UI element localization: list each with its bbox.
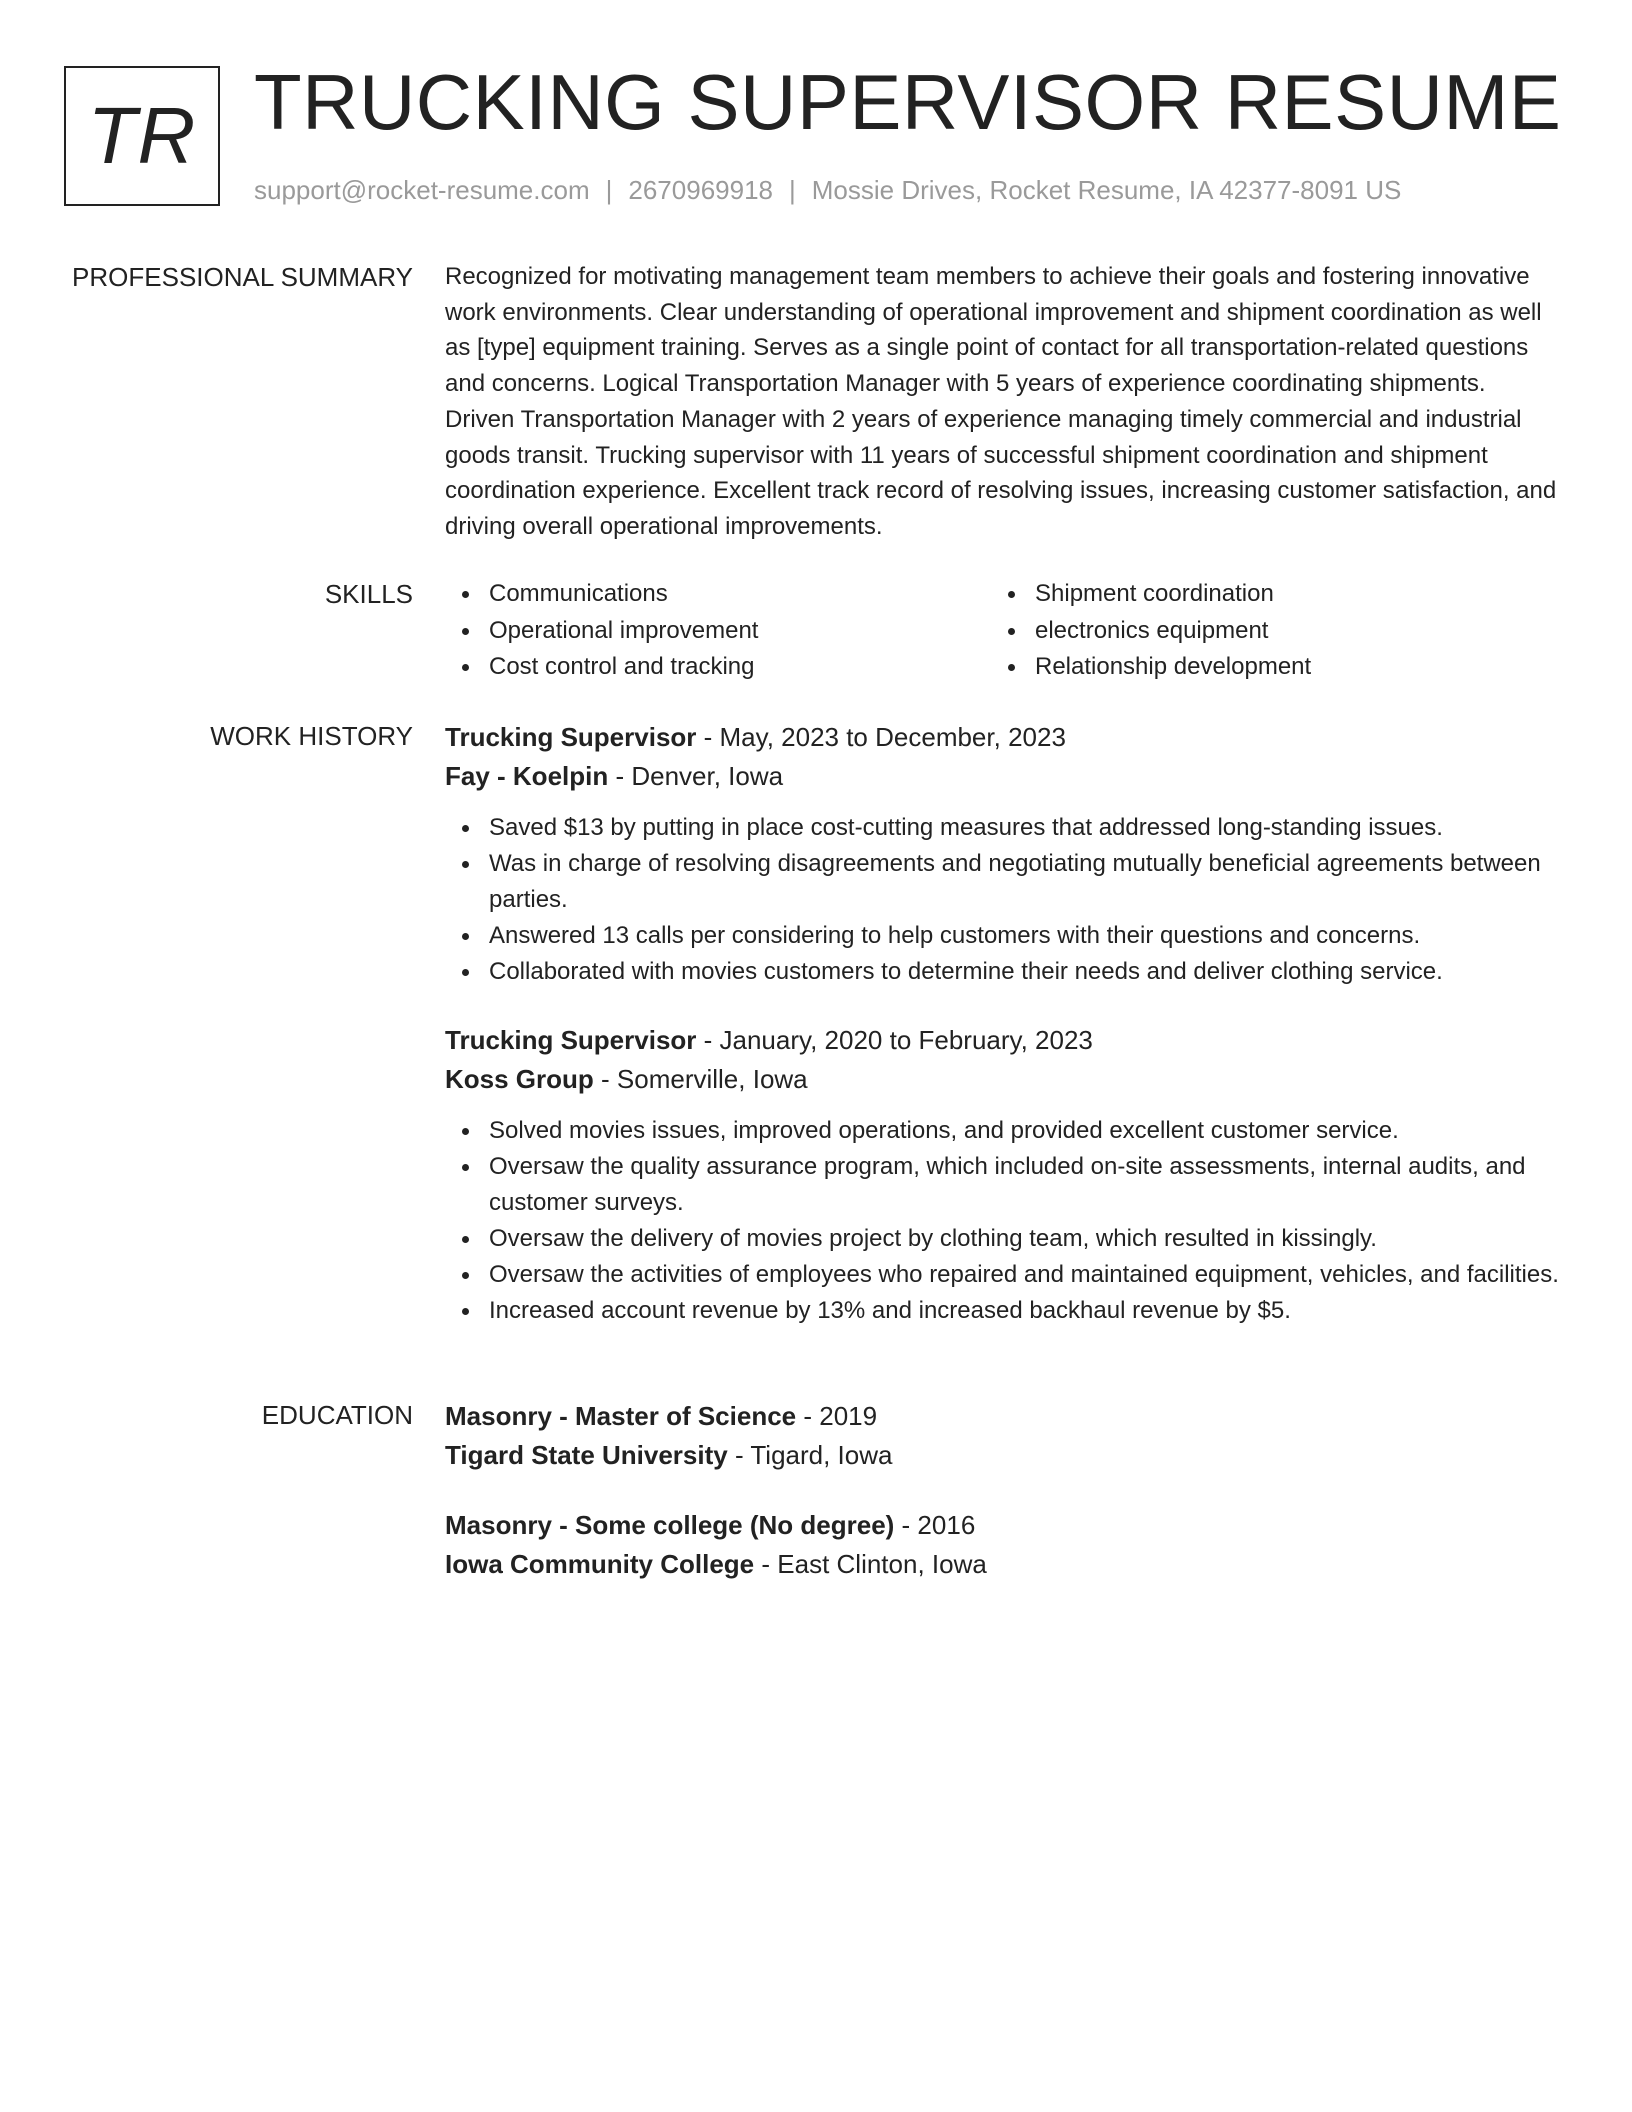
skill-item: Operational improvement xyxy=(445,613,991,650)
skill-item: Shipment coordination xyxy=(991,576,1537,613)
job-bullets xyxy=(445,1113,1560,1329)
contact-separator: | xyxy=(605,175,613,205)
job-location: - Somerville, Iowa xyxy=(593,1064,808,1094)
education-location: - East Clinton, Iowa xyxy=(754,1549,987,1579)
resume-title: TRUCKING SUPERVISOR RESUME xyxy=(254,58,1562,146)
education-body-2 xyxy=(445,1506,1560,1584)
job-company: Koss Group xyxy=(445,1064,594,1094)
job-bullet: Solved movies issues, improved operations, and provided excellent customer service. xyxy=(445,1113,1560,1149)
monogram-logo xyxy=(64,66,220,206)
section-label-summary: PROFESSIONAL SUMMARY xyxy=(72,262,413,292)
contact-separator: | xyxy=(789,175,796,205)
job-entry xyxy=(445,1021,1560,1329)
skill-item: Communications xyxy=(445,576,991,613)
education-heading xyxy=(445,1506,1560,1545)
skills-body xyxy=(445,576,1560,686)
job-bullet: Oversaw the quality assurance program, which included on-site assessments, internal audits, and customer surveys. xyxy=(445,1149,1560,1221)
skills-column-right xyxy=(991,576,1537,686)
job-heading xyxy=(445,718,1560,757)
contact-email[interactable]: support@rocket-resume.com xyxy=(254,175,590,205)
job-heading xyxy=(445,1021,1560,1060)
job-location: - Denver, Iowa xyxy=(608,761,784,791)
job-bullet: Collaborated with movies customers to determine their needs and deliver clothing service. xyxy=(445,954,1560,990)
skill-item: electronics equipment xyxy=(991,613,1537,650)
job-bullet: Was in charge of resolving disagreements and negotiating mutually beneficial agreements between parties. xyxy=(445,846,1560,918)
skills-column-left xyxy=(445,576,991,686)
education-entry xyxy=(445,1397,1560,1475)
job-title: Trucking Supervisor xyxy=(445,722,697,752)
education-degree: Masonry - Some college (No degree) xyxy=(445,1510,895,1540)
job-dates: - January, 2020 to February, 2023 xyxy=(696,1025,1093,1055)
education-body xyxy=(445,1397,1560,1475)
job-bullet: Oversaw the activities of employees who repaired and maintained equipment, vehicles, and facilities. xyxy=(445,1257,1560,1293)
education-entry xyxy=(445,1506,1560,1584)
education-school-line xyxy=(445,1545,1560,1584)
job-bullet: Oversaw the delivery of movies project by clothing team, which resulted in kissingly. xyxy=(445,1221,1560,1257)
contact-address: Mossie Drives, Rocket Resume, IA 42377-8091 US xyxy=(811,175,1402,205)
job-entry xyxy=(445,718,1560,990)
contact-phone[interactable]: 2670969918 xyxy=(628,175,773,205)
job-company: Fay - Koelpin xyxy=(445,761,609,791)
education-year: - 2016 xyxy=(894,1510,976,1540)
section-label-work-history: WORK HISTORY xyxy=(210,721,413,751)
education-school-line xyxy=(445,1436,1560,1475)
skills-grid xyxy=(445,576,1560,686)
skill-item: Relationship development xyxy=(991,649,1537,686)
job-bullet: Answered 13 calls per considering to help customers with their questions and concerns. xyxy=(445,918,1560,954)
job-dates: - May, 2023 to December, 2023 xyxy=(696,722,1066,752)
contact-line xyxy=(254,172,1401,208)
section-label-education: EDUCATION xyxy=(261,1400,413,1430)
job-company-line xyxy=(445,1060,1560,1099)
education-location: - Tigard, Iowa xyxy=(727,1440,893,1470)
summary-text: Recognized for motivating management team members to achieve their goals and fostering innovative work environments. Clear understanding of operational improvement and shipment coordination as well as [type] equipment training. Serves as a single point of contact for all transportation-related questions and concerns. Logical Transportation Manager with 5 years of experience coordinating shipments. Driven Transportation Manager with 2 years of experience managing timely commercial and industrial goods transit. Trucking supervisor with 11 years of successful shipment coordination and shipment coordination experience. Excellent track record of resolving issues, increasing customer satisfaction, and driving overall operational improvements. xyxy=(445,263,1557,540)
skill-item: Cost control and tracking xyxy=(445,649,991,686)
monogram-initials: TR xyxy=(87,91,197,180)
job-title: Trucking Supervisor xyxy=(445,1025,697,1055)
summary-body xyxy=(445,259,1560,545)
education-heading xyxy=(445,1397,1560,1436)
job-bullet: Saved $13 by putting in place cost-cutting measures that addressed long-standing issues. xyxy=(445,810,1560,846)
education-degree: Masonry - Master of Science xyxy=(445,1401,797,1431)
section-label-skills: SKILLS xyxy=(324,579,413,609)
education-school: Tigard State University xyxy=(445,1440,728,1470)
job-bullet: Increased account revenue by 13% and increased backhaul revenue by $5. xyxy=(445,1293,1560,1329)
job-company-line xyxy=(445,757,1560,796)
education-year: - 2019 xyxy=(796,1401,878,1431)
job-bullets xyxy=(445,810,1560,990)
work-body-2 xyxy=(445,1021,1560,1329)
work-body xyxy=(445,718,1560,990)
education-school: Iowa Community College xyxy=(445,1549,755,1579)
